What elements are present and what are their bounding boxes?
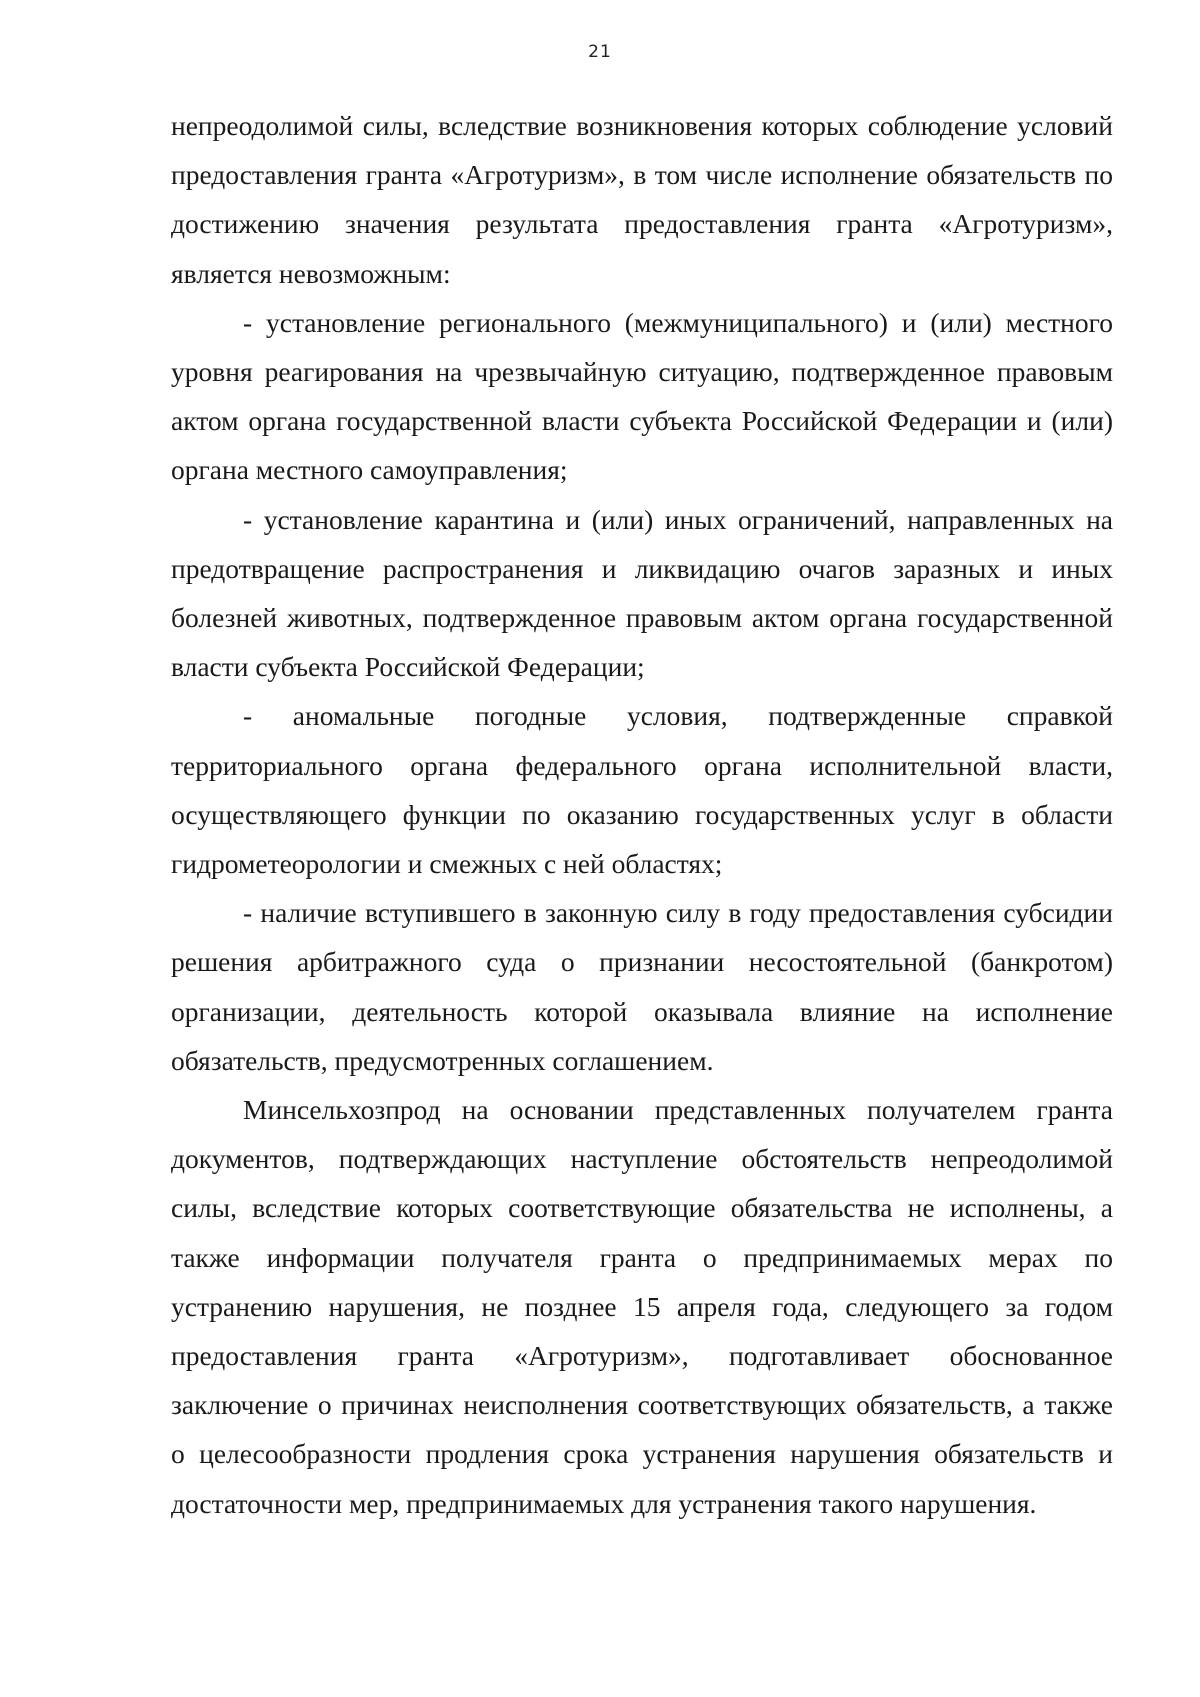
- paragraph-weather-conditions: - аномальные погодные условия, подтвержденные справкой территориального органа федерального органа исполнительной власти, осуществляющего функции по оказанию государственных услуг в области гидрометеорологии и смежных с ней областях;: [171, 700, 1113, 880]
- document-body: [171, 101, 1113, 1528]
- paragraph-force-majeure-intro: непреодолимой силы, вследствие возникновения которых соблюдение условий предоставления гранта «Агротуризм», в том числе исполнение обязательств по достижению значения результата предоставления гранта «Агротуризм», является невозможным:: [171, 110, 1113, 289]
- page-number: 21: [588, 42, 612, 62]
- paragraph-ministry-conclusion: Минсельхозпрод на основании представленных получателем гранта документов, подтверждающих наступление обстоятельств непреодолимой силы, вследствие которых соответствующие обязательства не исполнены, а также информации получателя гранта о предпринимаемых мерах по устранению нарушения, не позднее 15 апреля года, следующего за годом предоставления гранта «Агротуризм», подготавливает обоснованное заключение о причинах неисполнения соответствующих обязательств, а также о целесообразности продления срока устранения нарушения обязательств и достаточности мер, предпринимаемых для устранения такого нарушения.: [171, 1094, 1113, 1519]
- paragraph-emergency-response-level: - установление регионального (межмуниципального) и (или) местного уровня реагирования на чрезвычайную ситуацию, подтвержденное правовым актом органа государственной власти субъекта Российской Федерации и (или) органа местного самоуправления;: [171, 306, 1113, 486]
- paragraph-quarantine: - установление карантина и (или) иных ограничений, направленных на предотвращение распространения и ликвидацию очагов заразных и иных болезней животных, подтвержденное правовым актом органа государственной власти субъекта Российской Федерации;: [171, 503, 1113, 683]
- paragraph-bankruptcy: - наличие вступившего в законную силу в году предоставления субсидии решения арбитражного суда о признании несостоятельной (банкротом) организации, деятельность которой оказывала влияние на исполнение обязательств, предусмотренных соглашением.: [171, 897, 1113, 1076]
